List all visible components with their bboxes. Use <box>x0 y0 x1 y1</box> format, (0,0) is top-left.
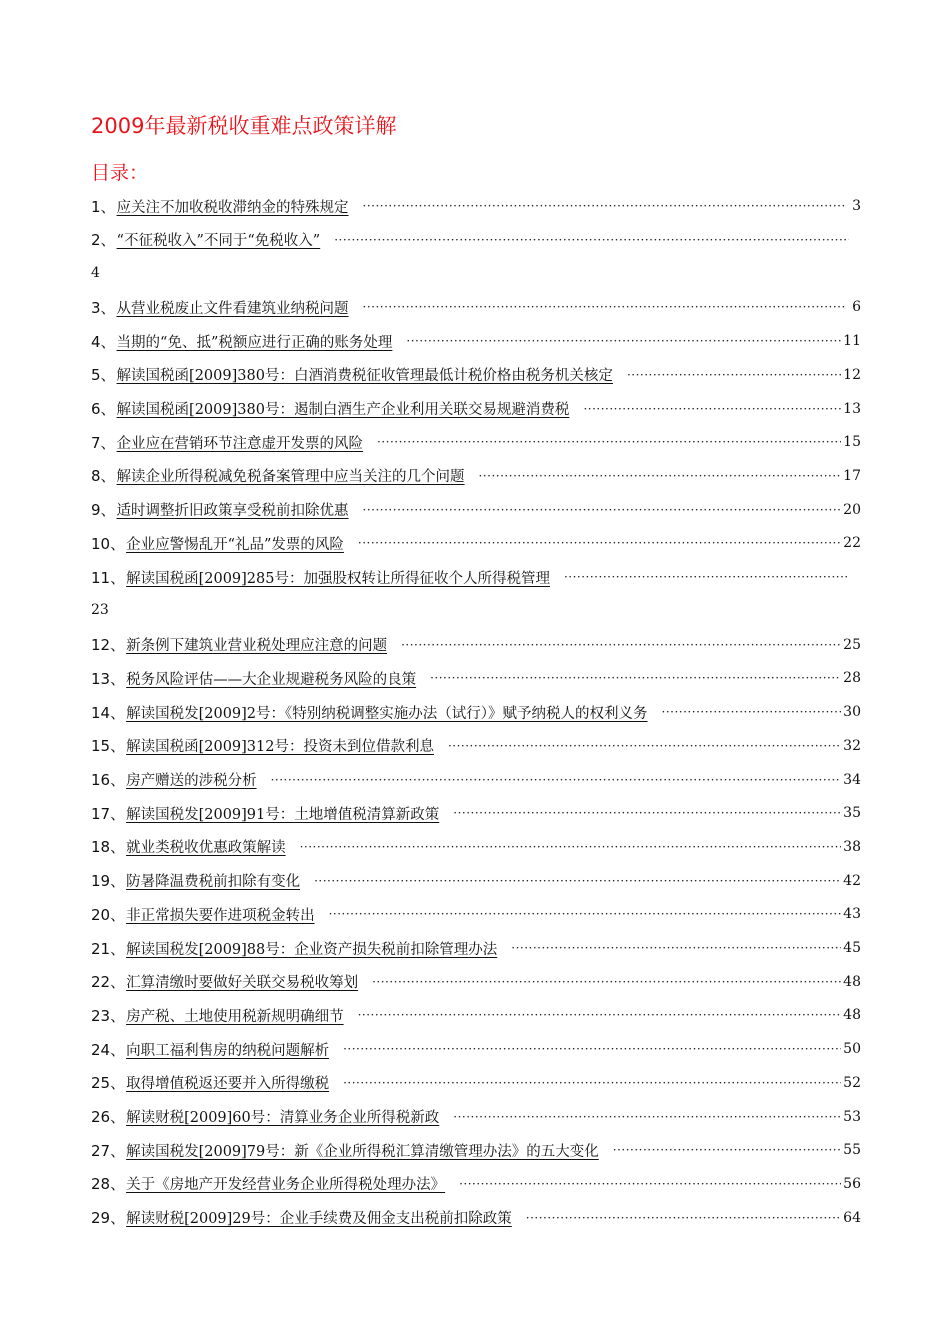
toc-entry-number: 9、 <box>91 501 116 520</box>
toc-entry-number: 5、 <box>91 366 116 385</box>
toc-entry-number: 28、 <box>91 1175 126 1194</box>
toc-dot-leader <box>526 1209 841 1227</box>
toc-entry-page-number: 23 <box>91 602 109 618</box>
toc-entry[interactable] <box>91 935 861 961</box>
toc-entry-link[interactable]: 解读财税[2009]60号：清算业务企业所得税新政 <box>126 1110 440 1126</box>
toc-entry-link[interactable]: 防暑降温费税前扣除有变化 <box>126 874 301 891</box>
toc-entry-number: 15、 <box>91 737 126 756</box>
toc-entry-page-number: 50 <box>843 1041 861 1058</box>
toc-entry[interactable] <box>91 699 861 725</box>
toc-entry[interactable] <box>91 1036 861 1062</box>
toc-dot-leader <box>372 973 841 991</box>
toc-entry[interactable] <box>91 901 861 927</box>
toc-entry-link[interactable]: 税务风险评估——大企业规避税务风险的良策 <box>126 671 417 688</box>
toc-entry-link[interactable]: 解读国税发[2009]79号：新《企业所得税汇算清缴管理办法》的五大变化 <box>126 1143 599 1160</box>
toc-entry-page-number: 38 <box>843 838 861 855</box>
toc-dot-leader <box>448 737 841 755</box>
toc-entry-number: 12、 <box>91 636 126 655</box>
toc-entry[interactable] <box>91 463 861 489</box>
toc-entry-link[interactable]: 房产税、土地使用税新规明确细节 <box>126 1008 344 1025</box>
toc-dot-leader <box>377 433 841 451</box>
toc-entry-page-number: 28 <box>843 670 861 687</box>
toc-entry[interactable] <box>91 665 861 691</box>
toc-entry[interactable] <box>91 530 861 556</box>
toc-entry-number: 7、 <box>91 433 116 452</box>
toc-entry-page-number: 48 <box>843 1007 861 1024</box>
toc-entry-link[interactable]: 就业类税收优惠政策解读 <box>126 840 286 857</box>
toc-dot-leader <box>662 703 842 721</box>
toc-dot-leader <box>271 771 842 789</box>
toc-dot-leader <box>564 568 849 586</box>
toc-entry[interactable] <box>91 834 861 860</box>
toc-entry[interactable] <box>91 767 861 793</box>
toc-dot-leader <box>358 1006 842 1024</box>
toc-entry[interactable] <box>91 193 861 219</box>
toc-entry-page-number: 11 <box>843 333 861 350</box>
toc-dot-leader <box>363 298 845 316</box>
toc-entry-page-number: 53 <box>843 1108 861 1125</box>
toc-entry-number: 22、 <box>91 973 126 992</box>
toc-entry[interactable] <box>91 396 861 422</box>
toc-dot-leader <box>459 1175 841 1193</box>
toc-dot-leader <box>430 669 841 687</box>
toc-entry[interactable] <box>91 294 861 320</box>
toc-entry-page-number: 30 <box>843 704 861 721</box>
toc-entry-number: 19、 <box>91 872 126 891</box>
toc-entry-number: 6、 <box>91 400 116 418</box>
toc-entry-page-number: 25 <box>843 636 861 653</box>
toc-entry-number: 20、 <box>91 905 126 924</box>
toc-dot-leader <box>406 332 841 350</box>
toc-entry-link[interactable]: 当期的“免、抵”税额应进行正确的账务处理 <box>116 334 393 351</box>
toc-entry[interactable] <box>91 800 861 826</box>
toc-entry-link[interactable]: 应关注不加收税收滞纳金的特殊规定 <box>116 199 349 216</box>
toc-entry-page-number: 3 <box>852 198 861 214</box>
toc-entry-link[interactable]: 从营业税废止文件看建筑业纳税问题 <box>116 300 349 317</box>
toc-entry-number: 18、 <box>91 838 126 857</box>
toc-entry[interactable] <box>91 1070 861 1096</box>
toc-dot-leader <box>453 804 841 822</box>
toc-entry-number: 26、 <box>91 1108 126 1126</box>
toc-entry-number: 10、 <box>91 534 126 553</box>
toc-entry-link[interactable]: 解读国税函[2009]380号：遏制白酒生产企业利用关联交易规避消费税 <box>116 402 570 418</box>
toc-entry-number: 27、 <box>91 1141 126 1160</box>
toc-entry-link[interactable]: 取得增值税返还要并入所得缴税 <box>126 1076 330 1093</box>
toc-entry-link[interactable]: 汇算清缴时要做好关联交易税收筹划 <box>126 975 359 992</box>
toc-entry[interactable] <box>91 1137 861 1163</box>
toc-entry[interactable] <box>91 362 861 388</box>
toc-dot-leader <box>343 1074 841 1092</box>
toc-entry-link[interactable]: 关于《房地产开发经营业务企业所得税处理办法》 <box>126 1177 446 1194</box>
toc-entry[interactable] <box>91 1205 861 1231</box>
toc-entry-page-number: 34 <box>843 771 861 788</box>
toc-entry-page-number: 20 <box>843 501 861 518</box>
toc-entry[interactable] <box>91 564 861 590</box>
toc-entry-number: 1、 <box>91 197 116 216</box>
toc-dot-leader <box>479 467 842 485</box>
toc-entry-number: 8、 <box>91 467 116 486</box>
toc-entry-link[interactable]: 非正常损失要作进项税金转出 <box>126 907 315 924</box>
toc-entry-number: 3、 <box>91 298 116 317</box>
toc-entry-link[interactable]: 解读国税函[2009]380号：白酒消费税征收管理最低计税价格由税务机关核定 <box>116 368 613 385</box>
toc-entry[interactable] <box>91 429 861 455</box>
toc-entry-page-number: 52 <box>843 1074 861 1091</box>
document-title: 2009年最新税收重难点政策详解 <box>91 114 397 138</box>
toc-entry-link[interactable]: 解读国税发[2009]91号：土地增值税清算新政策 <box>126 806 440 823</box>
toc-entry-page-number: 35 <box>843 805 861 822</box>
toc-entry-number: 21、 <box>91 939 126 958</box>
toc-entry-link[interactable]: 向职工福利售房的纳税问题解析 <box>126 1042 330 1059</box>
toc-entry-page-number: 55 <box>843 1142 861 1159</box>
toc-entry[interactable] <box>91 497 861 523</box>
toc-entry[interactable] <box>91 1002 861 1028</box>
toc-entry-page-number: 64 <box>843 1209 861 1226</box>
toc-entry-number: 25、 <box>91 1074 126 1093</box>
toc-entry-page-number: 43 <box>843 906 861 923</box>
toc-entry-link[interactable]: 适时调整折旧政策享受税前扣除优惠 <box>116 503 349 520</box>
toc-entry[interactable] <box>91 1104 861 1130</box>
toc-entry-page-number: 12 <box>843 366 861 383</box>
toc-entry-link[interactable]: 解读国税发[2009]88号：企业资产损失税前扣除管理办法 <box>126 941 498 958</box>
toc-entry-number: 14、 <box>91 703 126 722</box>
toc-dot-leader <box>300 838 842 856</box>
toc-entry[interactable] <box>91 969 861 995</box>
toc-entry-number: 23、 <box>91 1006 126 1025</box>
toc-dot-leader <box>627 366 841 384</box>
toc-heading: 目录： <box>91 162 149 184</box>
toc-dot-leader <box>401 636 841 654</box>
toc-entry-page-number: 42 <box>843 872 861 889</box>
toc-entry-link[interactable]: “不征税收入”不同于“免税收入” <box>116 233 321 250</box>
toc-entry-link[interactable]: 解读国税函[2009]285号：加强股权转让所得征收个人所得税管理 <box>126 570 550 587</box>
toc-entry[interactable] <box>91 1171 861 1197</box>
toc-entry-page-number: 32 <box>843 737 861 754</box>
toc-entry[interactable] <box>91 328 861 354</box>
toc-entry-page-number: 45 <box>843 940 861 956</box>
toc-entry-page-number: 6 <box>852 299 861 316</box>
toc-entry-number: 24、 <box>91 1040 126 1059</box>
toc-entry-link[interactable]: 房产赠送的涉税分析 <box>126 773 257 789</box>
toc-dot-leader <box>363 197 845 215</box>
toc-entry-link[interactable]: 企业应在营销环节注意虚开发票的风险 <box>116 435 364 452</box>
toc-entry-number: 17、 <box>91 804 126 823</box>
toc-dot-leader <box>613 1141 841 1159</box>
toc-dot-leader <box>583 400 841 418</box>
toc-entry-number: 4、 <box>91 332 116 351</box>
toc-entry-link[interactable]: 解读国税函[2009]312号：投资未到位借款利息 <box>126 739 434 756</box>
toc-entry-number: 2、 <box>91 231 116 250</box>
toc-entry-link[interactable]: 新条例下建筑业营业税处理应注意的问题 <box>126 638 388 655</box>
toc-entry-number: 11、 <box>91 568 126 587</box>
toc-entry-number: 16、 <box>91 771 126 789</box>
toc-entry-link[interactable]: 解读财税[2009]29号：企业手续费及佣金支出税前扣除政策 <box>126 1211 512 1228</box>
toc-entry[interactable] <box>91 868 861 894</box>
toc-entry-page-number: 15 <box>843 434 861 451</box>
toc-entry-page-number: 48 <box>843 973 861 990</box>
toc-dot-leader <box>329 905 842 923</box>
toc-entry[interactable] <box>91 733 861 759</box>
toc-dot-leader <box>334 231 849 249</box>
toc-entry-link[interactable]: 解读国税发[2009]2号：《特别纳税调整实施办法（试行）》赋予纳税人的权利义务 <box>126 705 648 722</box>
toc-entry[interactable] <box>91 632 861 658</box>
toc-entry-page-number: 17 <box>843 467 861 484</box>
toc-entry-link[interactable]: 解读企业所得税减免税备案管理中应当关注的几个问题 <box>116 469 465 486</box>
toc-dot-leader <box>511 939 841 957</box>
toc-entry[interactable] <box>91 227 861 253</box>
toc-entry-page-number: 13 <box>843 400 861 417</box>
toc-entry-number: 13、 <box>91 669 126 688</box>
toc-dot-leader <box>363 501 842 519</box>
toc-entry-link[interactable]: 企业应警惕乱开“礼品”发票的风险 <box>126 536 344 553</box>
toc-entry-page-number: 4 <box>91 264 100 281</box>
toc-dot-leader <box>358 534 841 552</box>
toc-dot-leader <box>453 1108 841 1126</box>
toc-dot-leader <box>343 1040 841 1058</box>
toc-dot-leader <box>314 872 841 890</box>
toc-entry-page-number: 56 <box>843 1175 861 1192</box>
toc-entry-number: 29、 <box>91 1209 126 1228</box>
toc-entry-page-number: 22 <box>843 535 861 552</box>
